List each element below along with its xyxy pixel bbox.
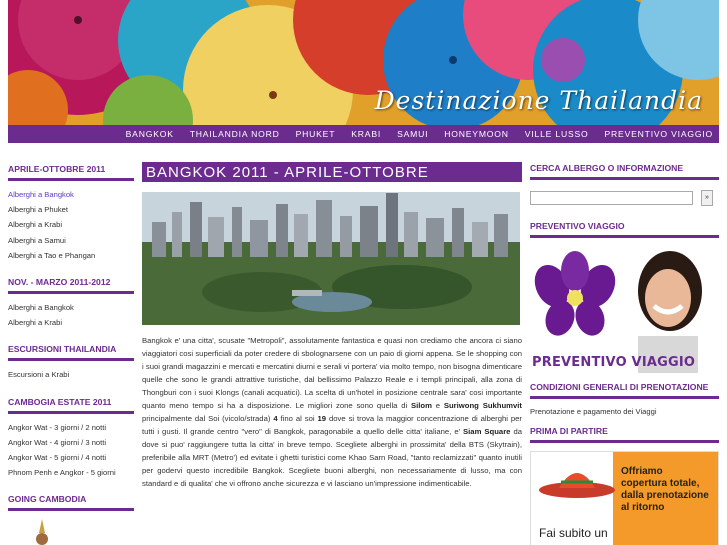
section-title: CAMBOGIA ESTATE 2011	[8, 393, 134, 414]
promo-line: al ritorno	[621, 502, 665, 513]
header-banner	[8, 0, 719, 125]
site-title: Destinazione Thailandia	[374, 86, 703, 115]
sidebar-item-alberghi-phuket[interactable]: Alberghi a Phuket	[8, 205, 68, 215]
sidebar-item-alberghi-bangkok-inverno[interactable]: Alberghi a Bangkok	[8, 302, 74, 312]
preventivo-label: PREVENTIVO VIAGGIO	[532, 355, 696, 370]
main-nav	[8, 125, 719, 143]
article-bold: 4	[273, 414, 278, 423]
sidebar-item-angkor-5[interactable]: Angkor Wat - 5 giorni / 4 notti	[8, 452, 107, 462]
article-text-part: e	[431, 401, 444, 410]
nav-preventivo-viaggio[interactable]: PREVENTIVO VIAGGIO	[604, 129, 713, 139]
article-text-part: fino al soi	[277, 414, 318, 423]
section-aprile-ottobre	[8, 160, 134, 269]
nav-phuket[interactable]: PHUKET	[295, 129, 336, 139]
page-title: BANGKOK 2011 - APRILE-OTTOBRE	[142, 162, 522, 182]
preventivo-banner[interactable]	[530, 246, 719, 373]
section-title: ESCURSIONI THAILANDIA	[8, 340, 134, 361]
sidebar-item-alberghi-tao-phangan[interactable]: Alberghi a Tao e Phangan	[8, 250, 96, 260]
sidebar-item-alberghi-bangkok[interactable]: Alberghi a Bangkok	[8, 190, 74, 199]
article-text-part: da dove si puo' raggiungere tutta la citta' in breve tempo. Scegliete alberghi in prossimita' della BTS (Skytrain), preferibile alla MRT (Metro') ed evitate i ghetti turistici come Khao Sarn Road, "tanto reclamizzati" quanto inutili per godervi questo incredibile Bangkok. Scegliete buoni alberghi, non necessariamente di lusso, ma con standard e di qualita' che vi offrono anche sicurezza e vi lasciano un'impressione indimenticabile.	[142, 427, 522, 488]
bangkok-skyline-photo	[142, 192, 520, 325]
condizioni-title: CONDIZIONI GENERALI DI PRENOTAZIONE	[530, 379, 719, 399]
nav-krabi[interactable]: KRABI	[351, 129, 382, 139]
nav-thailandia-nord[interactable]: THAILANDIA NORD	[189, 129, 280, 139]
preventivo-title: PREVENTIVO VIAGGIO	[530, 218, 719, 238]
search-form	[530, 190, 719, 206]
article-text-part: Bangkok e' una citta', scusate "Metropoli", assolutamente fantastica e quasi non crediamo che ancora ci siano viaggiatori cosi superficiali da poter credere di sbolognarsene con un paio di giorni appena. Se le shopping con i suoi grandi magazzini e mercati e mercatini diurni e serali vi portera' via molto tempo, non bisogna dimenticare quelle che sono le grandi attrattive turistiche, dal bellissimo Palazzo Reale e i templi principali, alla zona di Thongburi con i suoi Klongs (canali acquatici). La scelta di un'hotel in posizione centrale sara' cosi importante quanto meno tempo si ha a disposizione. Le migliori zone sono quella di	[142, 336, 522, 410]
sidebar-item-alberghi-krabi-inverno[interactable]: Alberghi a Krabi	[8, 318, 63, 328]
section-title: NOV. - MARZO 2011-2012	[8, 273, 134, 294]
skyline-image	[142, 192, 520, 325]
insurance-promo-banner[interactable]	[530, 451, 719, 545]
orchid-woman-image	[530, 246, 719, 373]
main-content	[142, 162, 522, 490]
section-nov-marzo	[8, 273, 134, 336]
article-text-part: dove si trova la maggior concentrazione di alberghi per tutti i gusti. Il grande centro "vero" di Bangkok, paragonabile a quello delle citta' italiane, e'	[142, 414, 522, 436]
sidebar-item-escursioni-krabi[interactable]: Escursioni a Krabi	[8, 370, 70, 380]
nav-samui[interactable]: SAMUI	[397, 129, 429, 139]
prima-di-partire-title: PRIMA DI PARTIRE	[530, 423, 719, 443]
nav-ville-lusso[interactable]: VILLE LUSSO	[524, 129, 589, 139]
article-bold: Siam Square	[463, 427, 511, 436]
article-text	[142, 334, 522, 490]
section-title: GOING CAMBODIA	[8, 490, 134, 511]
search-input[interactable]	[530, 191, 693, 205]
article-bold: 19	[317, 414, 327, 423]
left-sidebar	[8, 160, 134, 545]
promo-text	[621, 466, 709, 514]
sidebar-item-phnom-penh[interactable]: Phnom Penh e Angkor - 5 giorni	[8, 468, 116, 478]
promo-line: Offriamo	[621, 466, 663, 477]
sidebar-item-angkor-3[interactable]: Angkor Wat - 3 giorni / 2 notti	[8, 422, 107, 432]
dancer-image	[8, 517, 68, 545]
sidebar-item-angkor-4[interactable]: Angkor Wat - 4 giorni / 3 notti	[8, 437, 107, 447]
nav-honeymoon[interactable]: HONEYMOON	[444, 129, 509, 139]
right-sidebar	[530, 160, 719, 545]
article-bold: Sukhumvit	[482, 401, 522, 410]
sidebar-item-alberghi-samui[interactable]: Alberghi a Samui	[8, 235, 66, 245]
promo-cta: Fai subito un	[539, 526, 608, 540]
search-button[interactable]: »	[701, 190, 713, 206]
condizioni-link[interactable]: Prenotazione e pagamento dei Viaggi	[530, 407, 657, 416]
section-going-cambodia	[8, 490, 134, 545]
article-bold: Silom	[411, 401, 432, 410]
nav-bangkok[interactable]: BANGKOK	[125, 129, 174, 139]
promo-line: copertura totale,	[621, 478, 700, 489]
article-bold: Suriwong	[443, 401, 479, 410]
section-cambogia	[8, 393, 134, 487]
sidebar-item-alberghi-krabi[interactable]: Alberghi a Krabi	[8, 220, 63, 230]
article-text-part: principalmente dal Soi (vicolo/strada)	[142, 414, 274, 423]
section-title: APRILE-OTTOBRE 2011	[8, 160, 134, 181]
section-escursioni	[8, 340, 134, 388]
promo-line: dalla prenotazione	[621, 490, 709, 501]
search-title: CERCA ALBERGO O INFORMAZIONE	[530, 160, 719, 180]
